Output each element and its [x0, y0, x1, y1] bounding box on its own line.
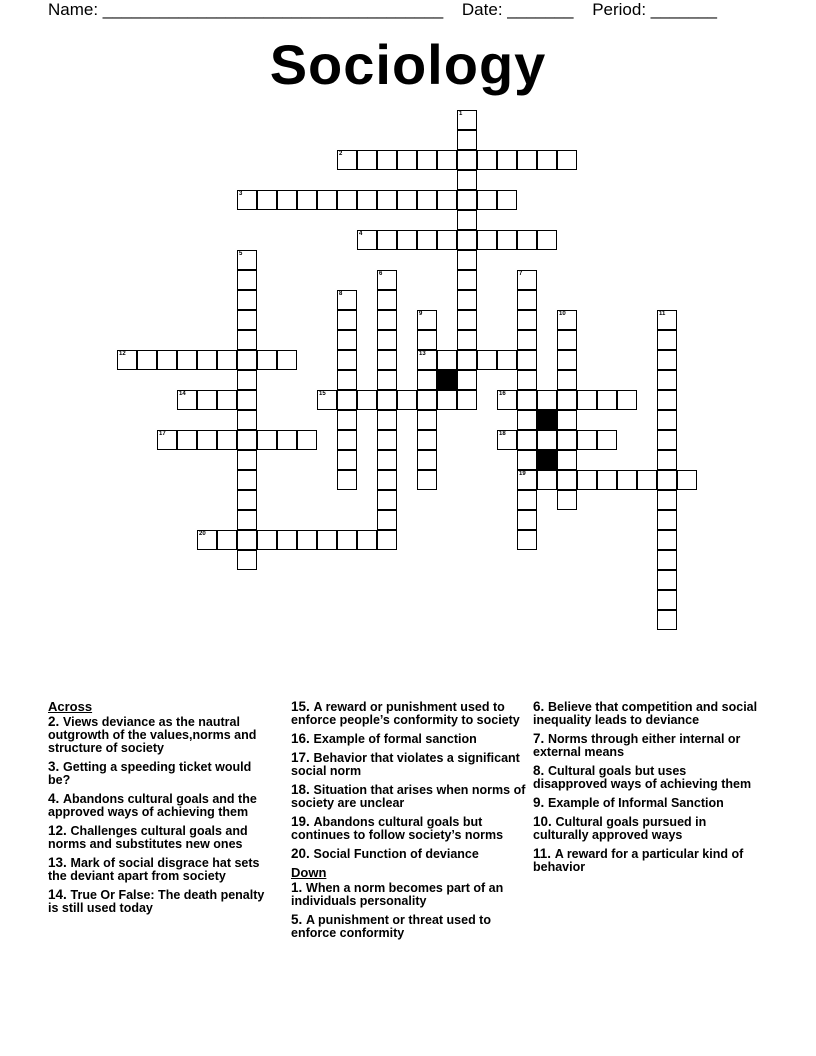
grid-cell[interactable] [137, 350, 157, 370]
grid-cell[interactable] [657, 530, 677, 550]
clue-number: 14 [179, 391, 186, 397]
grid-cell[interactable] [657, 510, 677, 530]
grid-cell[interactable] [237, 550, 257, 570]
grid-cell[interactable] [237, 410, 257, 430]
grid-cell[interactable] [197, 350, 217, 370]
grid-cell[interactable] [397, 150, 417, 170]
grid-cell[interactable] [397, 190, 417, 210]
grid-cell[interactable] [677, 470, 697, 490]
grid-cell[interactable] [497, 390, 517, 410]
clue-number: 10 [559, 311, 566, 317]
grid-cell[interactable] [417, 310, 437, 330]
grid-cell[interactable] [357, 150, 377, 170]
grid-cell[interactable] [337, 310, 357, 330]
grid-cell[interactable] [657, 490, 677, 510]
grid-cell[interactable] [217, 430, 237, 450]
grid-cell[interactable] [237, 190, 257, 210]
section-heading: Down [291, 865, 327, 880]
grid-cell[interactable] [317, 390, 337, 410]
grid-cell[interactable] [417, 330, 437, 350]
grid-cell[interactable] [257, 190, 277, 210]
grid-cell[interactable] [657, 310, 677, 330]
grid-cell[interactable] [517, 270, 537, 290]
grid-cell[interactable] [637, 470, 657, 490]
clue-column-2 [291, 700, 526, 945]
grid-cell[interactable] [217, 350, 237, 370]
clue-column-3 [533, 700, 763, 879]
clue-number: 9 [419, 311, 423, 317]
grid-cell[interactable] [217, 390, 237, 410]
grid-cell[interactable] [237, 430, 257, 450]
grid-cell[interactable] [197, 390, 217, 410]
page-title: Sociology [269, 33, 547, 96]
grid-cell[interactable] [237, 350, 257, 370]
grid-cell[interactable] [377, 450, 397, 470]
clue-item [291, 700, 526, 727]
grid-cell[interactable] [357, 530, 377, 550]
grid-cell[interactable] [557, 370, 577, 390]
clue-text: A punishment or threat used to enforce conformity [291, 913, 491, 940]
clue-label: 5. [291, 912, 307, 927]
grid-cell[interactable] [337, 470, 357, 490]
grid-cell[interactable] [237, 290, 257, 310]
clue-item [291, 815, 526, 842]
clue-label: 8. [533, 763, 549, 778]
grid-cell[interactable] [457, 190, 477, 210]
grid-cell[interactable] [517, 530, 537, 550]
clue-item [533, 700, 763, 727]
clue-column-1 [48, 700, 273, 920]
grid-cell[interactable] [557, 490, 577, 510]
clue-label: 15. [291, 699, 314, 714]
grid-cell[interactable] [277, 430, 297, 450]
grid-cell[interactable] [497, 150, 517, 170]
grid-cell[interactable] [117, 350, 137, 370]
grid-cell[interactable] [497, 430, 517, 450]
grid-cell[interactable] [557, 310, 577, 330]
date-label[interactable]: Date: _______ [461, 0, 574, 19]
grid-cell[interactable] [397, 390, 417, 410]
clue-number: 18 [499, 431, 506, 437]
grid-cell[interactable] [317, 530, 337, 550]
grid-cell[interactable] [557, 390, 577, 410]
grid-cell[interactable] [297, 190, 317, 210]
grid-cell[interactable] [197, 530, 217, 550]
grid-cell[interactable] [237, 310, 257, 330]
grid-cell[interactable] [397, 230, 417, 250]
grid-cell[interactable] [417, 410, 437, 430]
grid-cell[interactable] [517, 310, 537, 330]
grid-cell[interactable] [417, 230, 437, 250]
clue-label: 7. [533, 731, 549, 746]
clue-label: 2. [48, 714, 64, 729]
grid-cell[interactable] [517, 150, 537, 170]
grid-cell[interactable] [537, 150, 557, 170]
clue-item [533, 815, 763, 842]
grid-cell[interactable] [657, 470, 677, 490]
clue-item [291, 881, 526, 908]
grid-cell[interactable] [277, 530, 297, 550]
grid-cell[interactable] [157, 430, 177, 450]
clue-label: 20. [291, 846, 314, 861]
grid-cell[interactable] [437, 150, 457, 170]
grid-cell[interactable] [557, 450, 577, 470]
clue-text: A reward for a particular kind of behavior [533, 847, 744, 874]
grid-cell[interactable] [417, 370, 437, 390]
clue-label: 17. [291, 750, 314, 765]
clue-label: 18. [291, 782, 314, 797]
grid-cell[interactable] [457, 310, 477, 330]
grid-cell[interactable] [557, 470, 577, 490]
grid-cell[interactable] [217, 530, 237, 550]
clue-item [48, 856, 273, 883]
grid-cell[interactable] [657, 350, 677, 370]
grid-cell[interactable] [337, 370, 357, 390]
clue-number: 19 [519, 471, 526, 477]
grid-cell[interactable] [277, 190, 297, 210]
grid-cell[interactable] [257, 530, 277, 550]
clue-number: 8 [339, 291, 343, 297]
grid-cell[interactable] [517, 390, 537, 410]
grid-cell[interactable] [237, 490, 257, 510]
grid-cell[interactable] [457, 110, 477, 130]
grid-cell[interactable] [257, 350, 277, 370]
grid-cell[interactable] [457, 170, 477, 190]
clue-label: 19. [291, 814, 314, 829]
grid-cell[interactable] [457, 150, 477, 170]
grid-cell[interactable] [357, 390, 377, 410]
grid-cell[interactable] [297, 530, 317, 550]
clue-label: 11. [533, 846, 555, 861]
clue-number: 16 [499, 391, 506, 397]
clue-number: 20 [199, 531, 206, 537]
grid-cell[interactable] [237, 470, 257, 490]
grid-cell[interactable] [157, 350, 177, 370]
grid-cell[interactable] [577, 430, 597, 450]
grid-cell[interactable] [557, 350, 577, 370]
clue-text: Views deviance as the nautral outgrowth of the values,norms and structure of society [48, 715, 257, 755]
grid-cell[interactable] [177, 390, 197, 410]
clue-label: 10. [533, 814, 556, 829]
clue-item [533, 764, 763, 791]
grid-cell[interactable] [337, 350, 357, 370]
grid-cell[interactable] [617, 390, 637, 410]
grid-cell[interactable] [477, 350, 497, 370]
grid-cell[interactable] [377, 530, 397, 550]
grid-cell[interactable] [377, 470, 397, 490]
grid-cell[interactable] [577, 470, 597, 490]
grid-cell[interactable] [517, 290, 537, 310]
clue-number: 2 [339, 151, 343, 157]
grid-cell[interactable] [537, 390, 557, 410]
grid-cell[interactable] [517, 510, 537, 530]
clue-item [291, 751, 526, 778]
clue-item [291, 732, 526, 746]
grid-cell[interactable] [377, 190, 397, 210]
grid-cell[interactable] [337, 430, 357, 450]
grid-cell[interactable] [477, 150, 497, 170]
grid-cell[interactable] [457, 270, 477, 290]
grid-cell[interactable] [237, 510, 257, 530]
clue-text: When a norm becomes part of an individuals personality [291, 881, 504, 908]
grid-cell[interactable] [497, 230, 517, 250]
clue-text: Behavior that violates a significant social norm [291, 751, 520, 778]
clue-label: 3. [48, 759, 64, 774]
grid-cell[interactable] [557, 150, 577, 170]
grid-cell[interactable] [657, 410, 677, 430]
clue-item [533, 796, 763, 810]
grid-cell[interactable] [437, 350, 457, 370]
grid-cell[interactable] [377, 350, 397, 370]
clue-text: Situation that arises when norms of society are unclear [291, 783, 526, 810]
clue-text: Mark of social disgrace hat sets the deviant apart from society [48, 856, 260, 883]
grid-cell[interactable] [457, 330, 477, 350]
grid-cell[interactable] [617, 470, 637, 490]
grid-cell[interactable] [417, 190, 437, 210]
grid-cell[interactable] [457, 390, 477, 410]
grid-cell[interactable] [237, 270, 257, 290]
period-label[interactable]: Period: _______ [592, 0, 717, 19]
grid-cell[interactable] [417, 430, 437, 450]
clue-number: 17 [159, 431, 166, 437]
grid-cell[interactable] [417, 150, 437, 170]
clue-item [291, 847, 526, 861]
grid-cell[interactable] [197, 430, 217, 450]
clue-label: 12. [48, 823, 71, 838]
grid-cell[interactable] [377, 490, 397, 510]
grid-cell[interactable] [417, 470, 437, 490]
clue-text: Abandons cultural goals but continues to follow society’s norms [291, 815, 504, 842]
clue-number: 5 [239, 251, 243, 257]
grid-cell[interactable] [297, 430, 317, 450]
grid-cell[interactable] [537, 470, 557, 490]
grid-cell[interactable] [597, 430, 617, 450]
grid-cell[interactable] [357, 230, 377, 250]
clue-number: 6 [379, 271, 383, 277]
grid-cell[interactable] [377, 370, 397, 390]
grid-cell[interactable] [457, 230, 477, 250]
clue-item [48, 824, 273, 851]
grid-cell[interactable] [657, 390, 677, 410]
grid-cell[interactable] [517, 370, 537, 390]
black-square [437, 370, 457, 390]
grid-cell[interactable] [657, 570, 677, 590]
clue-item [291, 913, 526, 940]
grid-cell[interactable] [377, 270, 397, 290]
grid-cell[interactable] [257, 430, 277, 450]
clue-item [533, 732, 763, 759]
grid-cell[interactable] [357, 190, 377, 210]
grid-cell[interactable] [437, 390, 457, 410]
grid-cell[interactable] [457, 250, 477, 270]
grid-cell[interactable] [337, 330, 357, 350]
grid-cell[interactable] [377, 310, 397, 330]
clue-label: 4. [48, 791, 64, 806]
grid-cell[interactable] [437, 230, 457, 250]
grid-cell[interactable] [377, 410, 397, 430]
grid-cell[interactable] [417, 350, 437, 370]
grid-cell[interactable] [517, 230, 537, 250]
clue-number: 13 [419, 351, 426, 357]
clue-text: Social Function of deviance [313, 847, 479, 861]
grid-cell[interactable] [537, 230, 557, 250]
clue-item [533, 847, 763, 874]
clue-label: 16. [291, 731, 314, 746]
clue-item [291, 783, 526, 810]
grid-cell[interactable] [337, 390, 357, 410]
grid-cell[interactable] [377, 230, 397, 250]
clue-label: 6. [533, 699, 549, 714]
grid-cell[interactable] [337, 410, 357, 430]
grid-cell[interactable] [177, 350, 197, 370]
grid-cell[interactable] [517, 450, 537, 470]
clue-text: Cultural goals pursued in culturally approved ways [533, 815, 707, 842]
grid-cell[interactable] [377, 290, 397, 310]
grid-cell[interactable] [557, 430, 577, 450]
grid-cell[interactable] [657, 590, 677, 610]
black-square [537, 410, 557, 430]
clue-item [48, 715, 273, 755]
grid-cell[interactable] [337, 150, 357, 170]
black-square [537, 450, 557, 470]
grid-cell[interactable] [237, 250, 257, 270]
grid-cell[interactable] [377, 510, 397, 530]
grid-cell[interactable] [657, 370, 677, 390]
clue-text: Believe that competition and social inequality leads to deviance [533, 700, 758, 727]
grid-cell[interactable] [337, 190, 357, 210]
grid-cell[interactable] [557, 410, 577, 430]
grid-cell[interactable] [537, 430, 557, 450]
grid-cell[interactable] [317, 190, 337, 210]
clue-label: 9. [533, 795, 549, 810]
clue-text: A reward or punishment used to enforce people’s conformity to society [291, 700, 520, 727]
clue-number: 3 [239, 191, 243, 197]
grid-cell[interactable] [477, 190, 497, 210]
clue-item [48, 760, 273, 787]
grid-cell[interactable] [517, 330, 537, 350]
grid-cell[interactable] [517, 410, 537, 430]
grid-cell[interactable] [237, 450, 257, 470]
clue-text: True Or False: The death penalty is still used today [48, 888, 265, 915]
grid-cell[interactable] [457, 210, 477, 230]
grid-cell[interactable] [377, 390, 397, 410]
clue-number: 7 [519, 271, 523, 277]
clue-number: 12 [119, 351, 126, 357]
grid-cell[interactable] [457, 130, 477, 150]
clue-text: Abandons cultural goals and the approved ways of achieving them [48, 792, 257, 819]
grid-cell[interactable] [237, 390, 257, 410]
grid-cell[interactable] [517, 470, 537, 490]
clue-text: Challenges cultural goals and norms and substitutes new ones [48, 824, 248, 851]
clue-text: Example of formal sanction [313, 732, 477, 746]
grid-cell[interactable] [457, 370, 477, 390]
clue-number: 15 [319, 391, 326, 397]
grid-cell[interactable] [337, 530, 357, 550]
grid-cell[interactable] [437, 190, 457, 210]
grid-cell[interactable] [557, 330, 577, 350]
clue-number: 11 [659, 311, 666, 317]
clue-text: Norms through either internal or external means [533, 732, 741, 759]
grid-cell[interactable] [237, 530, 257, 550]
section-heading: Across [48, 699, 93, 714]
clue-label: 14. [48, 887, 71, 902]
grid-cell[interactable] [377, 150, 397, 170]
grid-cell[interactable] [237, 330, 257, 350]
grid-cell[interactable] [337, 450, 357, 470]
grid-cell[interactable] [477, 230, 497, 250]
grid-cell[interactable] [657, 450, 677, 470]
grid-cell[interactable] [377, 330, 397, 350]
grid-cell[interactable] [337, 290, 357, 310]
grid-cell[interactable] [517, 490, 537, 510]
grid-cell[interactable] [417, 390, 437, 410]
grid-cell[interactable] [577, 390, 597, 410]
grid-cell[interactable] [497, 190, 517, 210]
grid-cell[interactable] [497, 350, 517, 370]
grid-cell[interactable] [417, 450, 437, 470]
clue-label: 13. [48, 855, 71, 870]
grid-cell[interactable] [177, 430, 197, 450]
grid-cell[interactable] [597, 390, 617, 410]
grid-cell[interactable] [657, 550, 677, 570]
grid-cell[interactable] [517, 430, 537, 450]
clue-number: 1 [459, 111, 463, 117]
grid-cell[interactable] [517, 350, 537, 370]
name-label[interactable]: Name: ____________________________________ [48, 0, 444, 19]
clue-item [48, 792, 273, 819]
grid-cell[interactable] [377, 430, 397, 450]
clue-text: Cultural goals but uses disapproved ways of achieving them [533, 764, 752, 791]
grid-cell[interactable] [657, 330, 677, 350]
grid-cell[interactable] [237, 370, 257, 390]
clue-number: 4 [359, 231, 363, 237]
grid-cell[interactable] [277, 350, 297, 370]
grid-cell[interactable] [597, 470, 617, 490]
grid-cell[interactable] [657, 610, 677, 630]
grid-cell[interactable] [457, 290, 477, 310]
grid-cell[interactable] [457, 350, 477, 370]
clue-item [48, 888, 273, 915]
clue-label: 1. [291, 880, 307, 895]
clue-text: Example of Informal Sanction [548, 796, 724, 810]
grid-cell[interactable] [657, 430, 677, 450]
clue-text: Getting a speeding ticket would be? [48, 760, 252, 787]
